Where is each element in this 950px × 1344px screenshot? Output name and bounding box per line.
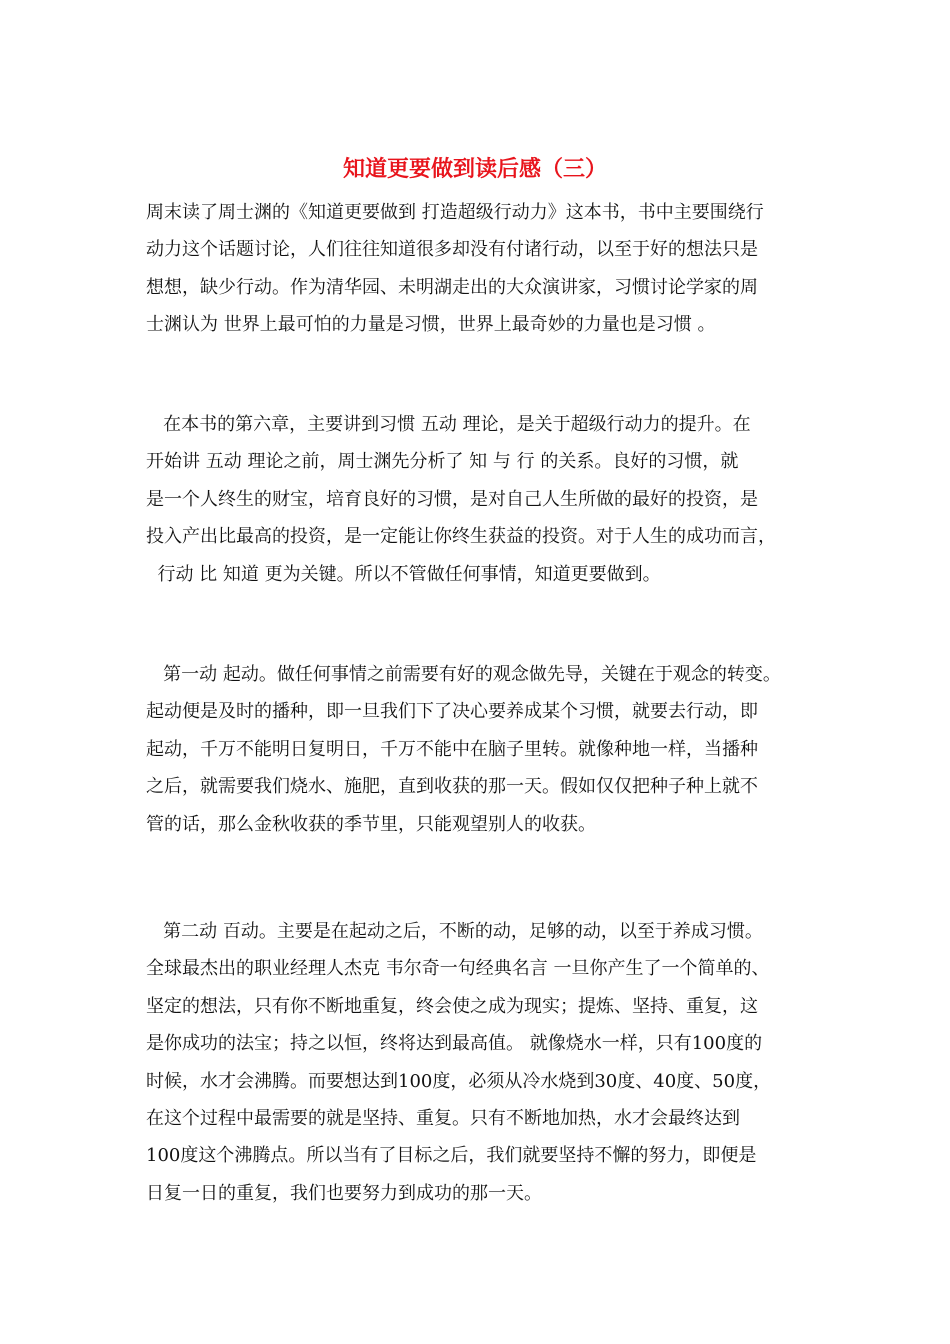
- paragraph-second-motion: [146, 913, 836, 1212]
- paragraph-line: 坚定的想法，只有你不断地重复，终会使之成为现实；提炼、坚持、重复，这: [146, 995, 758, 1017]
- document-title: 知道更要做到读后感（三）: [342, 156, 607, 182]
- paragraph-line: 周末读了周士渊的《知道更要做到 打造超级行动力》这本书，书中主要围绕行: [146, 202, 764, 223]
- paragraph-line: 起动，千万不能明日复明日，千万不能中在脑子里转。就像种地一样，当播种: [146, 738, 758, 760]
- paragraph-line: 行动 比 知道 更为关键。所以不管做任何事情，知道更要做到。: [146, 563, 661, 585]
- paragraph-line: 时候，水才会沸腾。而要想达到100度，必须从冷水烧到30度、40度、50度，: [146, 1070, 772, 1092]
- paragraph-chapter-six: [146, 406, 836, 593]
- paragraph-intro: [146, 194, 836, 344]
- paragraph-line: 之后，就需要我们烧水、施肥，直到收获的那一天。假如仅仅把种子种上就不: [146, 776, 758, 798]
- paragraph-line: 动力这个话题讨论，人们往往知道很多却没有付诸行动，以至于好的想法只是: [146, 239, 758, 261]
- paragraph-line: 开始讲 五动 理论之前，周士渊先分析了 知 与 行 的关系。良好的习惯，就: [146, 451, 739, 473]
- paragraph-line: 在这个过程中最需要的就是坚持、重复。只有不断地加热，水才会最终达到: [146, 1107, 740, 1129]
- paragraph-line: 在本书的第六章，主要讲到习惯 五动 理论，是关于超级行动力的提升。在: [146, 414, 751, 435]
- paragraph-line: 投入产出比最高的投资，是一定能让你终生获益的投资。对于人生的成功而言，: [146, 526, 776, 548]
- paragraph-line: 100度这个沸腾点。所以当有了目标之后，我们就要坚持不懈的努力，即便是: [146, 1145, 757, 1167]
- paragraph-line: 第一动 起动。做任何事情之前需要有好的观念做先导，关键在于观念的转变。: [146, 664, 781, 685]
- paragraph-line: 全球最杰出的职业经理人杰克 韦尔奇一句经典名言 一旦你产生了一个简单的、: [146, 958, 770, 980]
- paragraph-line: 士渊认为 世界上最可怕的力量是习惯，世界上最奇妙的力量也是习惯 。: [146, 314, 716, 336]
- paragraph-line: 想想，缺少行动。作为清华园、未明湖走出的大众演讲家，习惯讨论学家的周: [146, 276, 758, 298]
- paragraph-line: 日复一日的重复，我们也要努力到成功的那一天。: [146, 1182, 542, 1204]
- paragraph-line: 第二动 百动。主要是在起动之后，不断的动，足够的动，以至于养成习惯。: [146, 921, 763, 942]
- paragraph-line: 起动便是及时的播种，即一旦我们下了决心要养成某个习惯，就要去行动，即: [146, 701, 758, 723]
- paragraph-line: 是一个人终生的财宝，培育良好的习惯，是对自己人生所做的最好的投资，是: [146, 488, 758, 510]
- paragraph-line: 管的话，那么金秋收获的季节里，只能观望别人的收获。: [146, 813, 596, 835]
- paragraph-first-motion: [146, 656, 836, 843]
- paragraph-line: 是你成功的法宝；持之以恒，终将达到最高值。 就像烧水一样，只有100度的: [146, 1033, 763, 1055]
